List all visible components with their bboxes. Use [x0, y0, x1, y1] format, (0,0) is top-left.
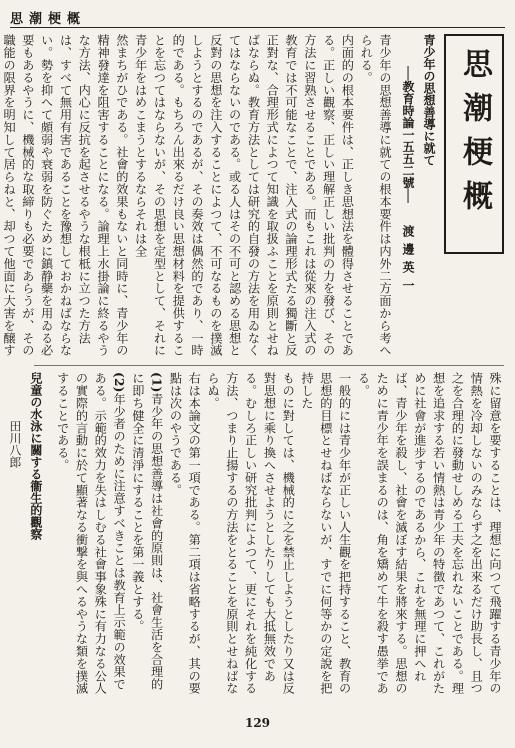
point-text: 青少年の思想善導は社會的原則は、社會生活を合理的に即ち健全に清淨にすることを第一義とする。 — [130, 372, 164, 691]
article-title: 思潮梗概 — [444, 34, 504, 254]
point-text: 年少者のために注意すべきことは教育上示範の效果である。示範的效力を失はしむる社會事象殊に有力なる公人の實際的言動に於て顯著なる衝撃を與へるやうな類を撲滅することである。 — [55, 372, 127, 695]
point-mark: (2) — [112, 372, 127, 393]
running-header: 思潮梗概 — [10, 12, 87, 27]
article-paragraph: 一般的には青少年が正しい人生觀を把持すること、教育の思想的目標とせねばならないが、すでに何等かの定說を把持した — [300, 372, 352, 695]
numbered-point — [53, 372, 128, 700]
point-mark: (1) — [149, 372, 164, 393]
page-number: 129 — [244, 716, 271, 730]
numbered-point — [128, 372, 166, 700]
top-band — [2, 34, 504, 362]
article-subtitle: 青少年の思想善導に就て — [422, 34, 436, 166]
header-rule — [10, 27, 505, 28]
article-paragraph: 右は本論文の第一項である。第二項は省略するが、其の要點は次のやうである。 — [168, 372, 202, 695]
article-byline — [400, 34, 417, 394]
section-title: 兒童の水泳に關する衞生的觀察 — [28, 372, 43, 540]
section-author: 田川八郎 — [7, 420, 22, 468]
section-byline — [7, 372, 24, 748]
article-paragraph: 青少年の思想善導に就ての根本要件は内外二方面から考へられる。 — [359, 34, 392, 357]
byline-source: ──教育時論一五五二號── — [401, 66, 415, 203]
article-paragraph: ものに對しては、機械的に之を禁止しようとしたり又は反對思想に乘り換へさせようとしたりしても大抵無效である。むしろ正しい研究批判によつて、更にそれを純化する方法、つまり止揚するの方法をとることを原則とせねばならぬ。 — [206, 372, 296, 695]
byline-author: 渡邊英一 — [401, 225, 415, 298]
article-paragraph: 然まちがひである。社會的效果もないと同時に、青少年の精神發達を阻害することになる。論理上水掛論に終るやうな方法、内心に反抗を起させるやうな根柢に立つた方法は、すべて無用有害であることを豫想しておかねばならない。勢を抑へて頗弱や衰弱を防ぐために鎮静藥を用ゐる必要もあるやうに、機械的な取締りも必要であらうが、その職能の限界を明知して居らねと、却つて他面に大害を醸す — [2, 34, 129, 357]
article-paragraph: 殊に留意を要することは、理想に向つて飛躍する青少年の情熱を冷却しないのみならず之を出來るだけ助長し、且つ之を合理的に發動せしめる工夫を忘れないことである。理想を追求する若い情熱は青少年の特徴であつて、これがために社會が進步するのであるから、これを無理に押へれば、青少年を殺し、社會を滅ぼす結果を將來する。思想のために青少年を誤まるのは、角を矯めて牛を殺す愚挙である。 — [356, 372, 502, 695]
band-divider — [34, 365, 504, 366]
article-paragraph: 内面的の根本要件は、正しき思想法を體得させることである。正しい觀察、正しい理解正しい批判の力を發び、その方法に習熟させることである。而もこれは從來の注入式の教育では不可能なことで、注入式の論理形式たる獨斷と反正對な、合理形式によつて知識を取扱ふことを原則とせねばならぬ。教育方法としては研究的自發の方法を用ゐなくてはならないのである。或る人はその不可と認める思想と反對の思想を注入することによつて、不可なるものを撲滅しようとするのであるが、その奏效は偶然的であり、一時的である。もちろん出來るだけ良い思想材料を提供することを忘つてはならないが、その思想を定型として、それに青少年をはめこまうとするならそれは全 — [133, 34, 355, 357]
section-heading — [28, 372, 45, 700]
section-source — [0, 372, 3, 700]
bottom-band — [7, 372, 504, 700]
